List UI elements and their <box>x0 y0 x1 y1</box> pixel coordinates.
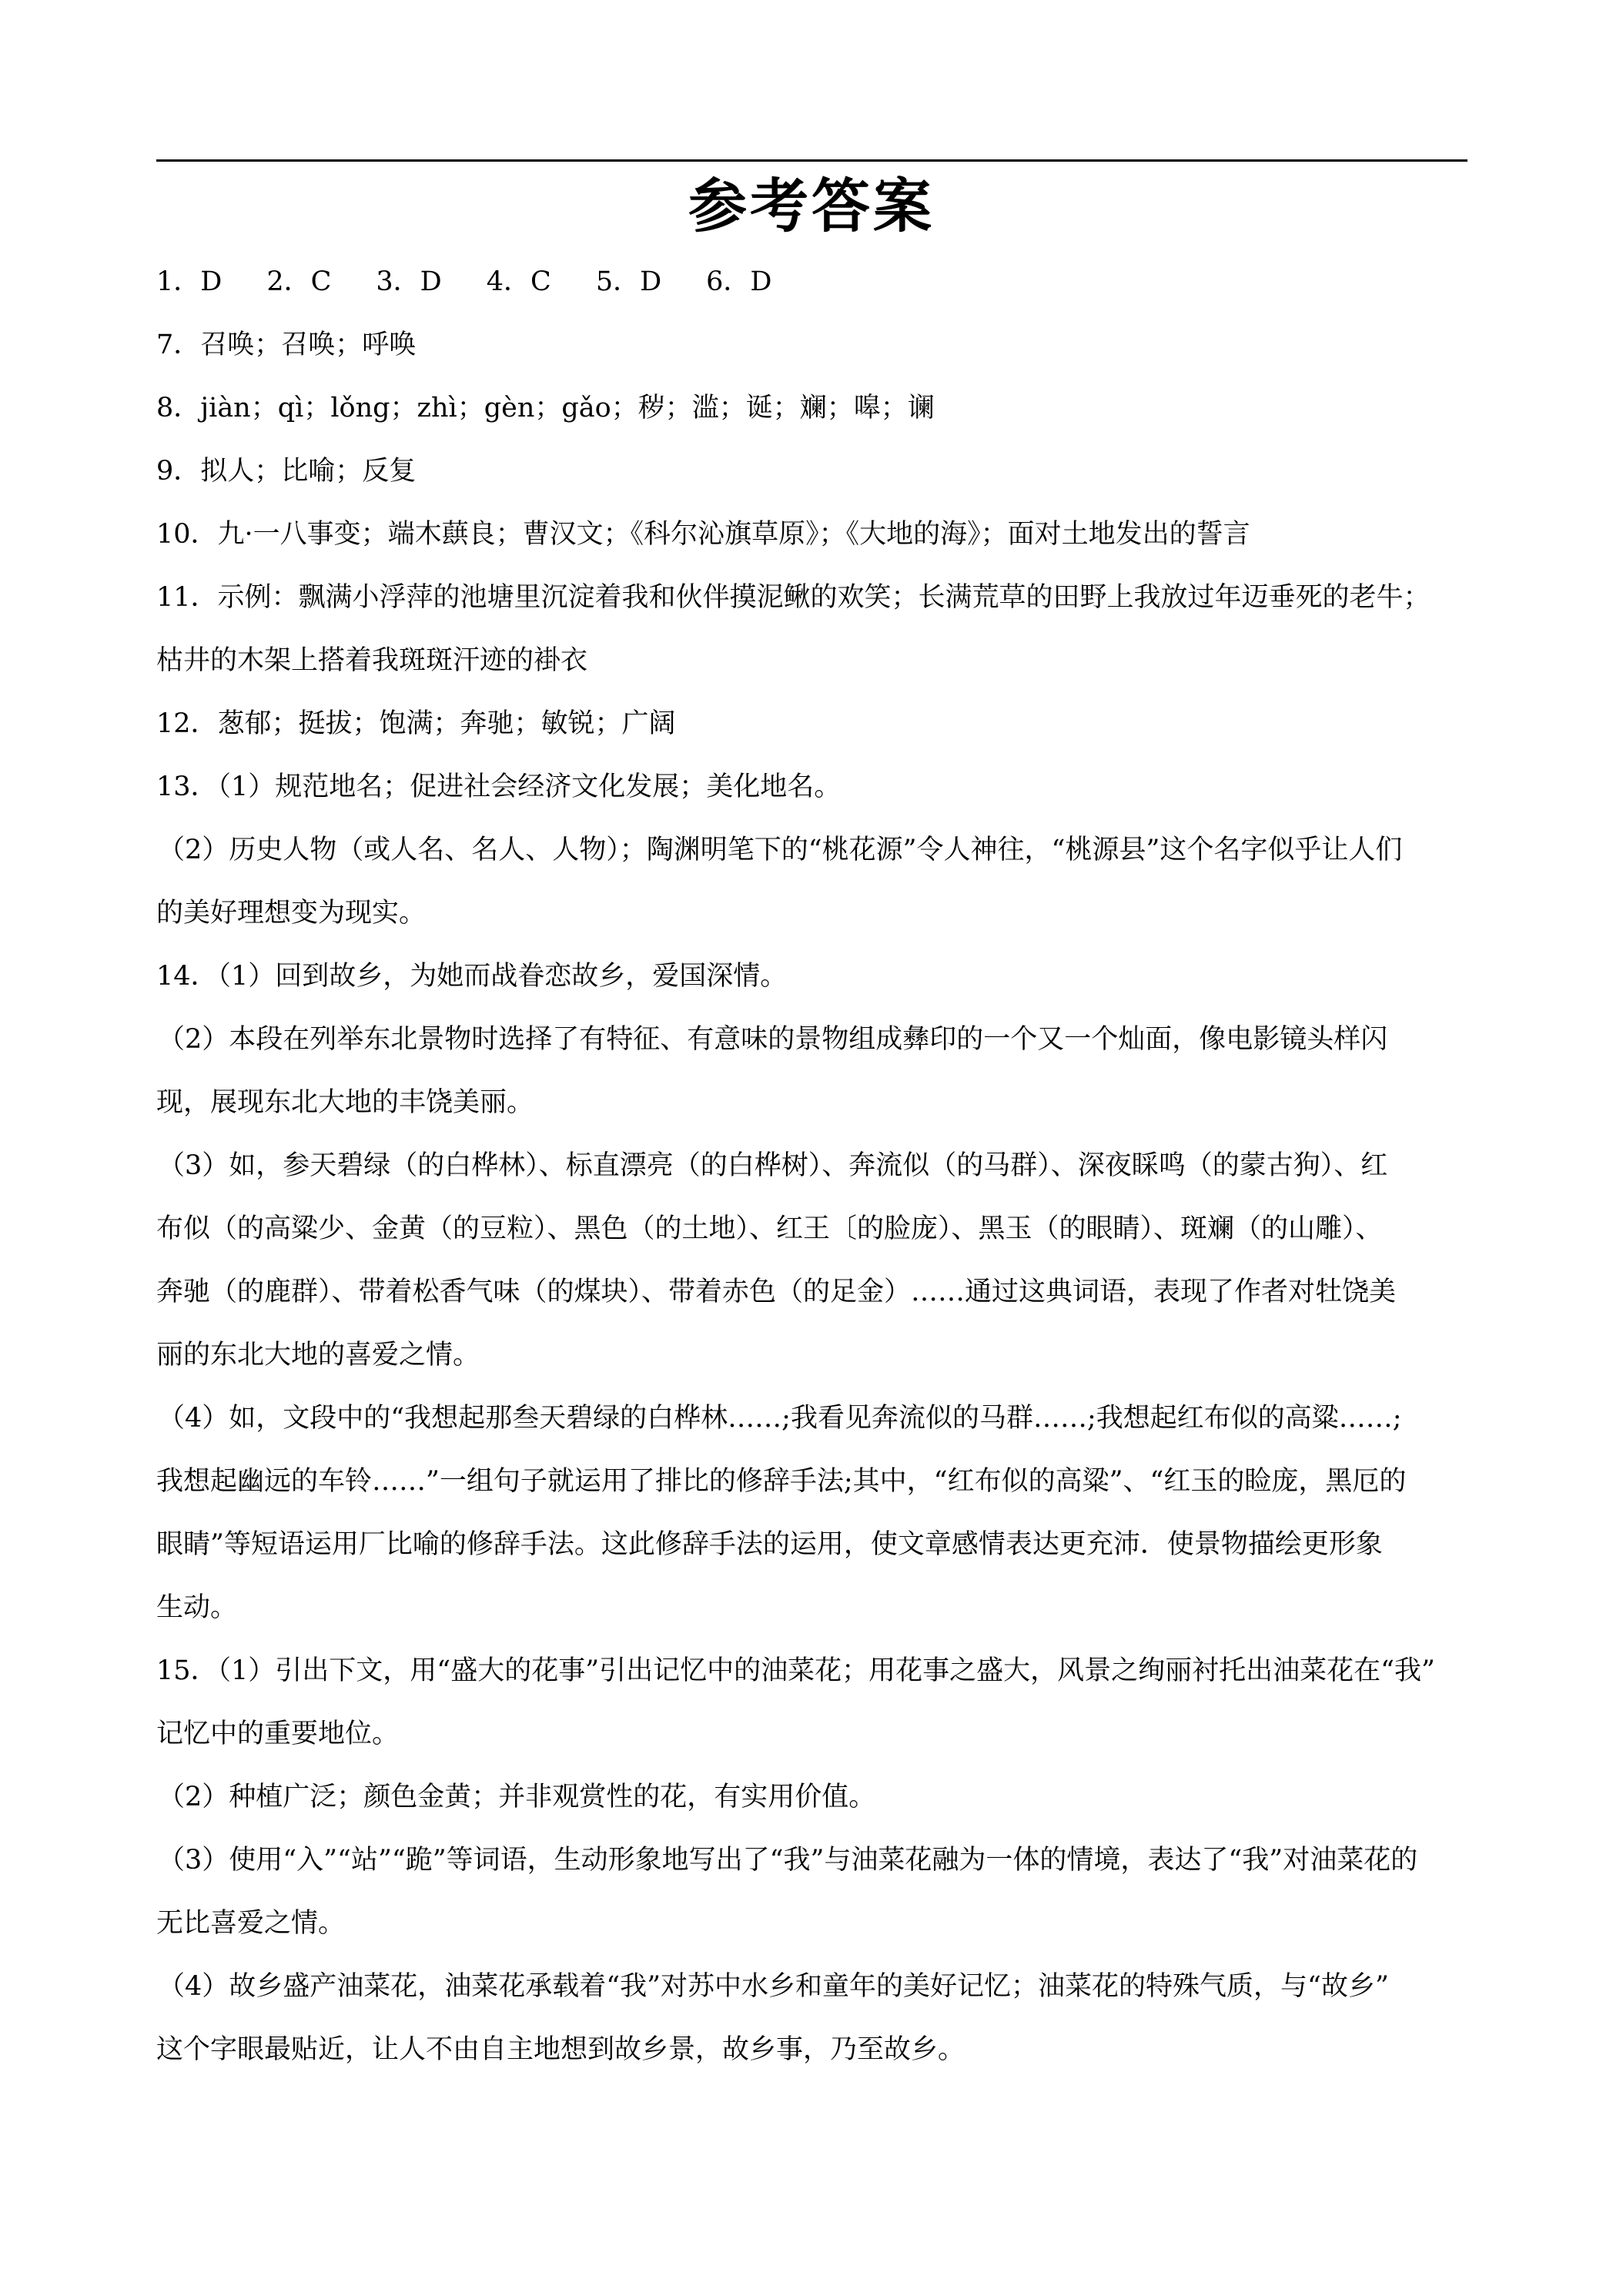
answer-line: 9．拟人；比喻；反复 <box>156 456 417 487</box>
answer-line: 7．召唤；召唤；呼唤 <box>156 330 417 360</box>
answer-line: 这个字眼最贴近，让人不由自主地想到故乡景，故乡事，乃至故乡。 <box>156 2034 965 2065</box>
answer-line: 奔驰（的鹿群）、带着松香气味（的煤块）、带着赤色（的足金）……通过这典词语，表现了作者对牡饶美 <box>156 1277 1397 1307</box>
answer-line: （2）本段在列举东北景物时选择了有特征、有意味的景物组成彝印的一个又一个灿面，像电影镜头样闪 <box>158 1024 1388 1055</box>
answer-line: 记忆中的重要地位。 <box>156 1719 400 1749</box>
answer-line: 我想起幽远的车铃……”一组句子就运用了排比的修辞手法;其中，“红布似的高粱”、“红玉的睑庞，黑厄的 <box>156 1466 1407 1497</box>
answer-line: 丽的东北大地的喜爱之情。 <box>156 1340 480 1371</box>
answer-line: （3）使用“入”“站”“跪”等词语，生动形象地写出了“我”与油菜花融为一体的情境，表达了“我”对油菜花的 <box>158 1845 1418 1876</box>
mc-answer: 6．D <box>706 266 772 297</box>
mc-answers-row <box>156 250 1467 313</box>
mc-answer: 4．C <box>486 266 551 297</box>
answer-line: 12．葱郁；挺拔；饱满；奔驰；敏锐；广阔 <box>156 708 676 739</box>
answer-line: 11．示例：飘满小浮萍的池塘里沉淀着我和伙伴摸泥鳅的欢笑；长满荒草的田野上我放过年迈垂死的老牛； <box>156 582 1431 613</box>
answer-line: 眼睛”等短语运用厂比喻的修辞手法。这此修辞手法的运用，使文章感情表达更充沛．使景物描绘更形象 <box>156 1529 1383 1560</box>
answer-line: 10．九·一八事变；端木蕻良；曹汉文；《科尔沁旗草原》；《大地的海》；面对土地发出的誓言 <box>156 519 1250 550</box>
answer-line: 的美好理想变为现实。 <box>156 898 427 929</box>
answer-line: 布似（的高粱少、金黄（的豆粒）、黑色（的土地）、红王〔的脸庞）、黑玉（的眼睛）、斑斓（的山雕）、 <box>156 1213 1383 1244</box>
answer-line: 无比喜爱之情。 <box>156 1908 346 1939</box>
mc-answer: 5．D <box>595 266 662 297</box>
answer-line: 15．（1）引出下文，用“盛大的花事”引出记忆中的油菜花；用花事之盛大，风景之绚丽衬托出油菜花在“我” <box>156 1655 1435 1686</box>
answer-line: 14．（1）回到故乡，为她而战眷恋故乡，爱国深情。 <box>156 961 788 992</box>
answer-line: 生动。 <box>156 1592 238 1623</box>
answer-line: （4）如，文段中的“我想起那叁天碧绿的白桦林……;我看见奔流似的马群……;我想起红布似的高粱……; <box>158 1403 1402 1434</box>
answer-line: （3）如，参天碧绿（的白桦林）、标直漂亮（的白桦树）、奔流似（的马群）、深夜睬鸣（的蒙古狗）、红 <box>158 1150 1388 1181</box>
mc-answer: 1．D <box>156 266 223 297</box>
answer-line: 8．jiàn；qì；lǒng；zhì；gèn；gǎo；秽；滥；诞；斓；嗥；谰 <box>156 393 935 423</box>
answer-line: 13．（1）规范地名；促进社会经济文化发展；美化地名。 <box>156 771 842 802</box>
answer-line: （2）种植广泛；颜色金黄；并非观赏性的花，有实用价值。 <box>158 1782 876 1812</box>
answer-line: （2）历史人物（或人名、名人、人物）；陶渊明笔下的“桃花源”令人神往，“桃源县”这个名字似乎让人们 <box>158 835 1403 865</box>
answer-line: 现，展现东北大地的丰饶美丽。 <box>156 1087 534 1118</box>
answer-content <box>156 250 1467 2081</box>
answer-line: （4）故乡盛产油菜花，油菜花承载着“我”对苏中水乡和童年的美好记忆；油菜花的特殊气质，与“故乡” <box>158 1971 1389 2002</box>
answer-line: 枯井的木架上搭着我斑斑汗迹的褂衣 <box>156 645 588 676</box>
mc-answer: 3．D <box>376 266 442 297</box>
mc-answer: 2．C <box>266 266 332 297</box>
header-rule <box>156 159 1467 162</box>
page-title: 参考答案 <box>688 172 935 240</box>
